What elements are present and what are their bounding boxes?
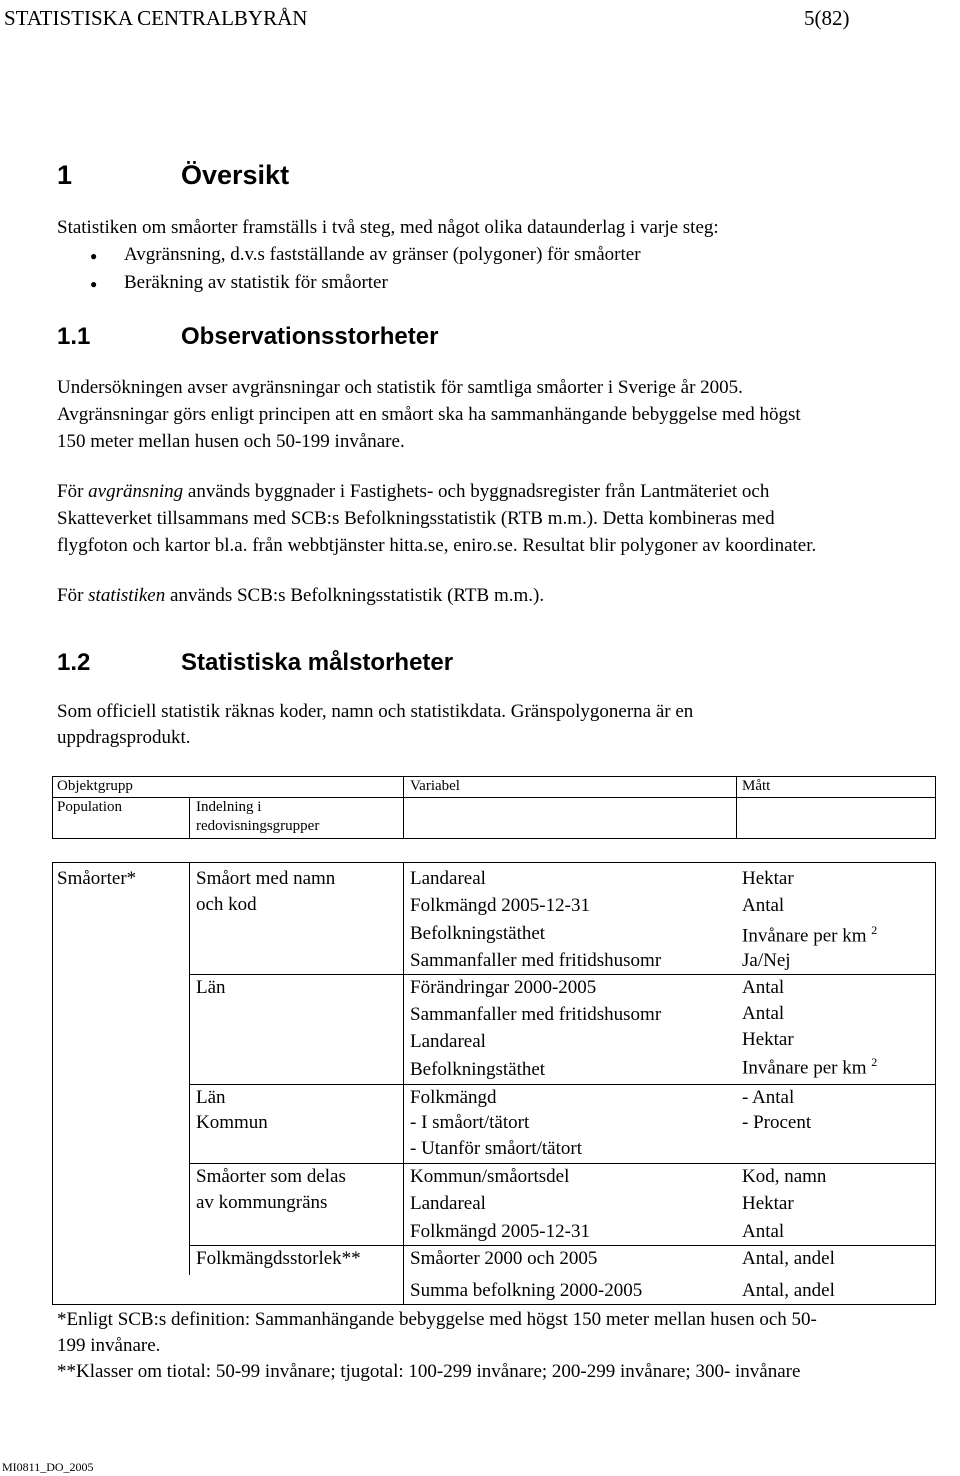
section-1-intro: Statistiken om småorter framställs i två steg, med något olika dataunderlag i varje steg: bbox=[57, 217, 719, 238]
section-1-title: Översikt bbox=[181, 160, 290, 190]
cell-variable: Befolkningstäthet bbox=[410, 1059, 546, 1080]
cell-variable: Sammanfaller med fritidshusomr bbox=[410, 950, 662, 971]
table-header-variabel: Variabel bbox=[410, 778, 460, 794]
section-1-2-number: 1.2 bbox=[57, 649, 91, 676]
paragraph-line: Undersökningen avser avgränsningar och statistik för samtliga småorter i Sverige år 2005. bbox=[57, 377, 743, 398]
section-1-1-title: Observationsstorheter bbox=[181, 323, 439, 350]
cell-measure: Hektar bbox=[742, 1193, 794, 1214]
paragraph-statistiken: För statistiken används SCB:s Befolkningsstatistik (RTB m.m.). bbox=[57, 585, 545, 606]
table-header-redovisningsgrupper: redovisningsgrupper bbox=[196, 818, 320, 834]
table-header-population: Population bbox=[57, 799, 123, 815]
cell-variable: - Utanför småort/tätort bbox=[410, 1138, 583, 1159]
cell-variable: Sammanfaller med fritidshusomr bbox=[410, 1004, 662, 1025]
cell-measure: Invånare per km $^2$ bbox=[742, 1055, 878, 1079]
cell-group: Kommun bbox=[196, 1112, 268, 1133]
section-1-1-number: 1.1 bbox=[57, 323, 91, 350]
cell-variable: Landareal bbox=[410, 1031, 486, 1052]
cell-measure: - Antal bbox=[742, 1087, 795, 1108]
cell-variable: - I småort/tätort bbox=[410, 1112, 530, 1133]
paragraph-line: 150 meter mellan husen och 50-199 invånare. bbox=[57, 431, 405, 452]
cell-group: Folkmängdsstorlek** bbox=[196, 1248, 361, 1269]
cell-measure: Invånare per km $^2$ bbox=[742, 923, 878, 947]
cell-variable: Landareal bbox=[410, 1193, 486, 1214]
cell-measure: Antal, andel bbox=[742, 1280, 835, 1301]
paragraph-line: flygfoton och kartor bl.a. från webbtjänster hitta.se, eniro.se. Resultat blir polygoner av koordinater. bbox=[57, 535, 817, 556]
cell-measure: Antal bbox=[742, 1003, 785, 1024]
cell-variable: Folkmängd 2005-12-31 bbox=[410, 1221, 590, 1242]
paragraph-avgransning: För avgränsning används byggnader i Fastighets- och byggnadsregister från Lantmäteriet och bbox=[57, 481, 770, 502]
cell-group: Län bbox=[196, 977, 226, 998]
cell-variable: Folkmängd bbox=[410, 1087, 497, 1108]
section-1-number: 1 bbox=[57, 160, 73, 190]
bullet-dot-icon: ● bbox=[90, 277, 98, 291]
paragraph-line: Som officiell statistik räknas koder, namn och statistikdata. Gränspolygonerna är en bbox=[57, 701, 694, 722]
cell-measure: Antal bbox=[742, 1221, 785, 1242]
cell-group: Småort med namn bbox=[196, 868, 336, 889]
cell-measure: Hektar bbox=[742, 1029, 794, 1050]
table-header-indelning: Indelning i bbox=[196, 799, 262, 815]
cell-variable: Befolkningstäthet bbox=[410, 923, 546, 944]
cell-population: Småorter* bbox=[57, 868, 137, 889]
cell-measure: Antal bbox=[742, 895, 785, 916]
cell-group: av kommungräns bbox=[196, 1192, 328, 1213]
section-1-2-title: Statistiska målstorheter bbox=[181, 649, 454, 676]
paragraph-line: Avgränsningar görs enligt principen att en småort ska ha sammanhängande bebyggelse med högst bbox=[57, 404, 801, 425]
footnote-1-cont: 199 invånare. bbox=[57, 1335, 161, 1356]
paragraph-line: Skatteverket tillsammans med SCB:s Befolkningsstatistik (RTB m.m.). Detta kombineras med bbox=[57, 508, 775, 529]
cell-measure: Antal bbox=[742, 977, 785, 998]
cell-variable: Kommun/småortsdel bbox=[410, 1166, 570, 1187]
paragraph-line: uppdragsprodukt. bbox=[57, 727, 191, 748]
org-name: STATISTISKA CENTRALBYRÅN bbox=[4, 6, 308, 30]
table-header-objektgrupp: Objektgrupp bbox=[57, 778, 133, 794]
cell-measure: - Procent bbox=[742, 1112, 812, 1133]
cell-variable: Summa befolkning 2000-2005 bbox=[410, 1280, 643, 1301]
page-number: 5(82) bbox=[804, 6, 850, 30]
cell-group: Småorter som delas bbox=[196, 1166, 346, 1187]
footnote-1: *Enligt SCB:s definition: Sammanhängande bebyggelse med högst 150 meter mellan husen och 50- bbox=[57, 1309, 817, 1330]
cell-group: och kod bbox=[196, 894, 257, 915]
bullet-dot-icon: ● bbox=[90, 249, 98, 263]
bullet-item: Avgränsning, d.v.s fastställande av gränser (polygoner) för småorter bbox=[124, 244, 641, 265]
cell-measure: Kod, namn bbox=[742, 1166, 827, 1187]
cell-measure: Ja/Nej bbox=[742, 950, 791, 971]
cell-variable: Förändringar 2000-2005 bbox=[410, 977, 597, 998]
bullet-item: Beräkning av statistik för småorter bbox=[124, 272, 388, 293]
footnote-2: **Klasser om tiotal: 50-99 invånare; tjugotal: 100-299 invånare; 200-299 invånare; 300- invånare bbox=[57, 1361, 801, 1382]
cell-variable: Landareal bbox=[410, 868, 486, 889]
table-header-matt: Mått bbox=[742, 778, 771, 794]
document-code: MI0811_DO_2005 bbox=[2, 1460, 94, 1474]
cell-measure: Antal, andel bbox=[742, 1248, 835, 1269]
cell-variable: Folkmängd 2005-12-31 bbox=[410, 895, 590, 916]
cell-variable: Småorter 2000 och 2005 bbox=[410, 1248, 598, 1269]
cell-group: Län bbox=[196, 1087, 226, 1108]
cell-measure: Hektar bbox=[742, 868, 794, 889]
